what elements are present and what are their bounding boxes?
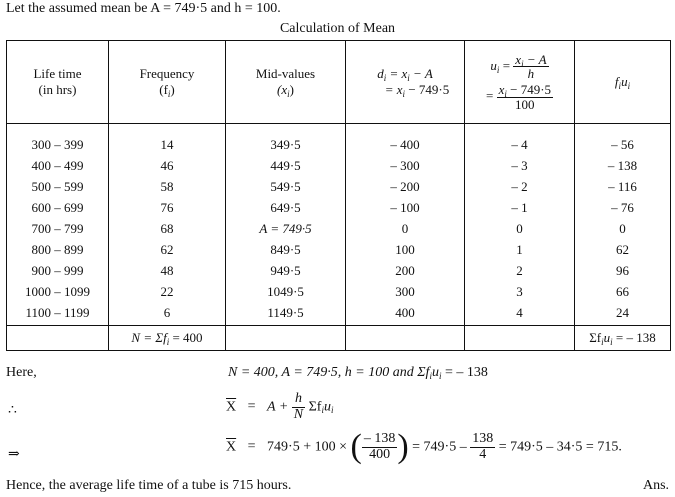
table-header-row bbox=[7, 41, 671, 124]
table-total-row bbox=[7, 326, 671, 351]
header-ui: $u_i$ = $\frac{x_i - A}{h}$ = $\frac{x_i - 749\cdot 5}{100}$ bbox=[465, 41, 575, 124]
table-row: 900 – 999 48 949·5 200 2 96 bbox=[7, 260, 671, 281]
total-frequency: $N = \Sigma f_i = 400$ bbox=[109, 326, 226, 351]
mean-computation-line: $\overline{X} = 749\cdot 5 + 100$ × ( $\frac{- 138}{400}$ ) = 749·5 – $\frac{138}{4}$ = 749·5 – 34·5 = 715. bbox=[226, 428, 622, 466]
conclusion-text: Hence, the average life time of a tube is 715 hours. bbox=[6, 478, 292, 493]
given-values-line: N = 400, A = 749·5, h = 100 and $\Sigma f_iu_i$ = – 138 bbox=[228, 365, 488, 381]
intro-text: Let the assumed mean be A = 749·5 and h = 100. bbox=[6, 1, 281, 16]
table-row: 300 – 399 14 349·5 – 400 – 4 – 56 bbox=[7, 124, 671, 156]
header-fiui: $f_iu_i$ bbox=[575, 41, 671, 124]
table-title: Calculation of Mean bbox=[279, 21, 396, 36]
mean-formula-line: $\overline{X} = A$ + $\frac{h}{N}$ $\Sigma f_iu_i$ bbox=[226, 391, 334, 422]
implies-symbol: ⇒ bbox=[8, 447, 20, 462]
header-life-time: Life time (in hrs) bbox=[7, 41, 109, 124]
table-row: 600 – 699 76 649·5 – 100 – 1 – 76 bbox=[7, 197, 671, 218]
header-mid-values: Mid-values $(x_i)$ bbox=[226, 41, 346, 124]
table-row: 700 – 799 68 A = 749·5 0 0 0 bbox=[7, 218, 671, 239]
intro-line bbox=[6, 1, 281, 17]
answer-label: Ans. bbox=[643, 478, 670, 493]
ui-fraction-2: $\frac{x_i - 749\cdot 5}{100}$ bbox=[498, 82, 552, 112]
table-row: 400 – 499 46 449·5 – 300 – 3 – 138 bbox=[7, 155, 671, 176]
table-row: 1000 – 1099 22 1049·5 300 3 66 bbox=[7, 281, 671, 302]
table-row: 500 – 599 58 549·5 – 200 – 2 – 116 bbox=[7, 176, 671, 197]
here-label: Here, bbox=[6, 365, 37, 380]
therefore-symbol: ∴ bbox=[8, 403, 17, 418]
total-fiui: $\Sigma f_iu_i$ = – 138 bbox=[575, 326, 671, 351]
ui-fraction-1: $\frac{x_i - A}{h}$ bbox=[515, 51, 547, 82]
header-frequency: Frequency $(f_i)$ bbox=[109, 41, 226, 124]
header-di: $d_i = x_i - A$ = $x_i - 749\cdot 5$ bbox=[346, 41, 465, 124]
table-row: 1100 – 1199 6 1149·5 400 4 24 bbox=[7, 302, 671, 326]
mean-calculation-table bbox=[6, 40, 671, 351]
table-row: 800 – 899 62 849·5 100 1 62 bbox=[7, 239, 671, 260]
